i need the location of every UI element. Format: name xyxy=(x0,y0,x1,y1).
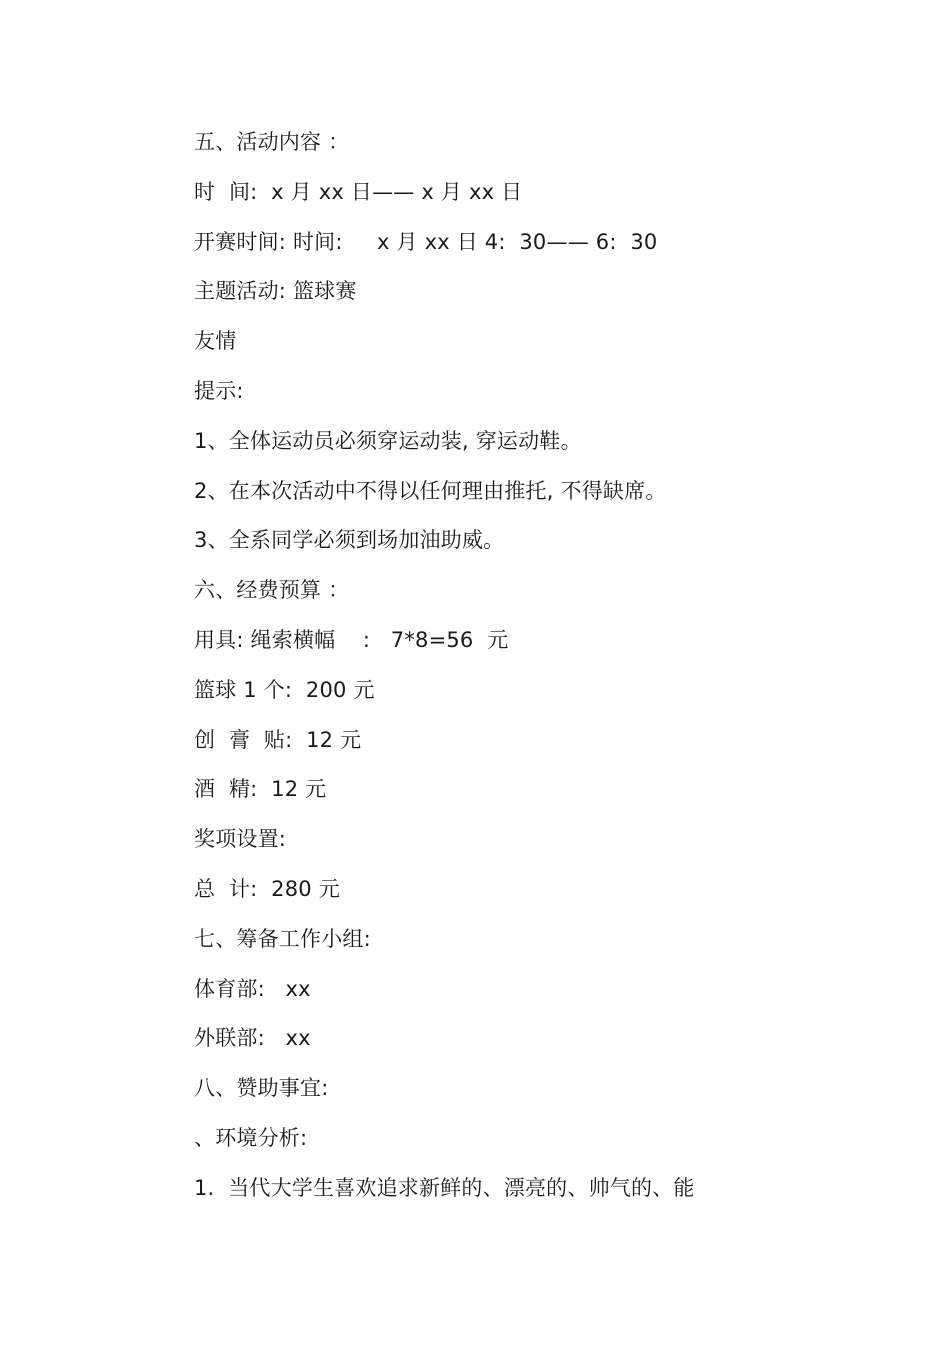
section-heading-preparation-team: 七、筹备工作小组: xyxy=(194,926,371,951)
list-item-tip-3: 3、全系同学必须到场加油助威。 xyxy=(194,528,505,553)
budget-item-bandage: 创 膏 贴: 12 元 xyxy=(194,727,362,752)
team-member-outreach-dept: 外联部: xx xyxy=(194,1026,311,1051)
text-line-environment-analysis: 、环境分析: xyxy=(194,1125,308,1150)
section-heading-activity-content: 五、活动内容 ： xyxy=(194,130,350,154)
text-line-friendship: 友情 xyxy=(194,329,237,354)
text-line-theme-activity: 主题活动: 篮球赛 xyxy=(194,279,357,304)
budget-item-banner: 用具: 绳索横幅 : 7*8=56 元 xyxy=(194,627,509,652)
text-line-analysis-1: 1. 当代大学生喜欢追求新鲜的、漂亮的、帅气的、能 xyxy=(194,1175,695,1200)
budget-item-alcohol: 酒 精: 12 元 xyxy=(194,777,327,802)
team-member-sports-dept: 体育部: xx xyxy=(194,976,311,1001)
text-line-awards: 奖项设置: xyxy=(194,827,287,852)
document-body xyxy=(194,124,894,1220)
text-line-time: 时 间: x 月 xx 日—— x 月 xx 日 xyxy=(194,179,523,204)
list-item-tip-2: 2、在本次活动中不得以任何理由推托, 不得缺席。 xyxy=(194,478,667,503)
budget-total: 总 计: 280 元 xyxy=(194,876,340,901)
section-heading-sponsorship: 八、赞助事宜: xyxy=(194,1076,329,1101)
text-line-start-time: 开赛时间: 时间: x 月 xx 日 4: 30—— 6: 30 xyxy=(194,229,658,254)
text-line-tips-label: 提示: xyxy=(194,378,244,403)
budget-item-basketball: 篮球 1 个: 200 元 xyxy=(194,677,375,702)
section-heading-budget: 六、经费预算 ： xyxy=(194,578,350,603)
list-item-tip-1: 1、全体运动员必须穿运动装, 穿运动鞋。 xyxy=(194,428,582,453)
